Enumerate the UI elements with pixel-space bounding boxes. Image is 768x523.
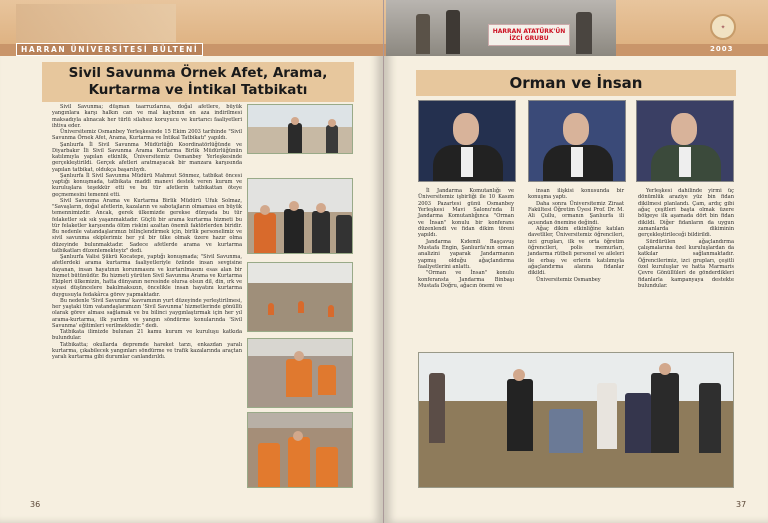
paragraph: Şanlıurfa Valisi Şükrü Kocatepe, yaptığı konuşmada; "Sivil Savunma, afetlerdeki arama kurtarma faaliyetleriyle özünde insan sevgisine dayanan, insan hayatının korunmasını ve kurtarılmasını esas alan bir hizmet bütünüdür. Bu hizmeti yürüten Sivil Savunma Arama ve Kurtarma Ekipleri ülkemizin, hatta dünyanın neresinde olursa olsun dil, din, ırk ve siyasi düşüncelere bakılmaksızın, öncelikle insan hayatını kurtarma duygusuyla fedakârca görev yapmaktadır. bbox=[52, 254, 242, 298]
paragraph: İl Jandarma Komutanlığı ve Üniversitemiz işbirliği ile 10 Kasım 2003 Pazartesi günü Osmanbey Yerleşkesi Mavi Salonu'nda İl Jandarma Komutanlığınca "Orman ve İnsan" konulu bir konferans düzenlendi ve fidan dikim töreni yapıldı. bbox=[418, 188, 514, 239]
paragraph: "Orman ve İnsan" konulu konferansta Jandarma Binbaşı Mustafa Doğru, ağacın önemi ve bbox=[418, 270, 514, 290]
university-logo-icon: ✦ bbox=[710, 14, 736, 40]
photo-officials bbox=[247, 178, 353, 254]
left-article-body bbox=[52, 104, 242, 360]
left-article-title bbox=[42, 62, 354, 102]
portrait-speaker-2 bbox=[528, 100, 626, 182]
portrait-speaker-3 bbox=[636, 100, 734, 182]
paragraph: Üniversitemiz Osmanbey Yerleşkesinde 15 Ekim 2003 tarihinde "Sivil Savunma Örnek Afet, Arama, Kurtarma ve İntikal Tatbikatı" yapıldı. bbox=[52, 129, 242, 142]
paragraph: Daha sonra Üniversitemiz Ziraat Fakültesi Öğretim Üyesi Prof. Dr. M. Ali Çullu, ormanın Şanlıurfa ili açısından önemine değindi. bbox=[528, 200, 624, 226]
photo-rescue bbox=[247, 338, 353, 408]
right-column-2 bbox=[528, 188, 624, 283]
paragraph: Şanlıurfa İl Sivil Savunma Müdürlüğü Koordinatörlüğünde ve Diyarbakır İli Sivil Savunma Arama Kurtarma Birlik Müdürlüğünün katılımıyla yapılan etkinlik, Üniversitemiz Osmanbey Yerleşkesinde gerçekleştirildi. Gerçek afetleri aratmayacak bir manzara karşısında yapılan tatbikat, oldukça başarılıydı. bbox=[52, 141, 242, 173]
photo-tree-planting bbox=[418, 352, 734, 488]
photo-team bbox=[247, 412, 353, 488]
paragraph: Şanlıurfa İl Sivil Savunma Müdürü Mahmut Sönmez, tatbikat öncesi yaptığı konuşmada, tatbikata maddi manevi destek veren kurum ve kuruluşlara teşekkür etti ve bu tür afetlerin tatbikattan öteye geçmemesini temenni etti. bbox=[52, 172, 242, 198]
scout-banner bbox=[488, 24, 570, 46]
right-article-title-text: Orman ve İnsan bbox=[509, 74, 643, 92]
paragraph: Üniversitemiz Osmanbey bbox=[536, 276, 601, 283]
paragraph: Sürdürülen ağaçlandırma çalışmalarına özel kuruluşlardan da katkılar sağlanmaktadır. Öğrencilerimiz, izci grupları, çeşitli özel kuruluşlar ve hatta Marmaris Çevre Gönüllüleri de gönderdikleri fidanlarla kampanyaya destekte bulundular. bbox=[638, 238, 734, 290]
banner-line-1: HARRAN ATATÜRK'ÜN bbox=[492, 28, 566, 35]
photo-speakers bbox=[247, 104, 353, 154]
paragraph: Jandarma Kıdemli Başçavuş Mustafa Engin, Şanlıurfa'nın orman analizini yaparak Jandarmanın yapmış olduğu ağaçlandırma faaliyetlerini anlattı. bbox=[418, 238, 514, 271]
portrait-speaker-1 bbox=[418, 100, 516, 182]
banner-line-2: İZCİ GRUBU bbox=[509, 35, 549, 42]
left-article-title-text: Sivil Savunma Örnek Afet, Arama, Kurtarma ve İntikal Tatbikatı bbox=[68, 65, 328, 98]
header-photo-left bbox=[16, 4, 176, 42]
issue-year: 2003 bbox=[710, 45, 734, 53]
right-column-3 bbox=[638, 188, 734, 290]
page-number-right: 37 bbox=[736, 500, 747, 509]
paragraph: Tatbikatta; okullarda depremde hareket tarzı, enkazdan yaralı kurtarma, çıkabilecek yangınları söndürme ve trafik kazalarında araçtan yaralı kurtarma gibi durumlar canlandırıldı. bbox=[52, 341, 242, 360]
photo-rubble bbox=[247, 262, 353, 332]
bulletin-title: HARRAN ÜNİVERSİTESİ BÜLTENİ bbox=[16, 43, 203, 56]
right-column-1 bbox=[418, 188, 514, 290]
paragraph: Sivil Savunma; düşman taarruzlarına, doğal afetlere, büyük yangınlara karşı halkın can ve mal kaybının en aza indirilmesi maksadıyla alınacak her türlü silahsız koruyucu ve kurtarıcı faaliyetleri ihtiva eder. bbox=[52, 104, 242, 129]
paragraph: Sivil Savunma Arama ve Kurtarma Birlik Müdürü Ufuk Solmaz, "Savaşların, doğal afetlerin, kazaların ve sabotajların olmaması en büyük temennimizdir. Ancak, gerek ülkemizde gerekse dünyada bu tür felaketler sık sık yaşanmaktadır. Güçlü bir arama kurtarma hizmeti bu tür felaketler karşısında ölüm riskini azaltan önemli faktörlerden biridir. Bu nedenle vatandaşlarımızı bilinçlendirmek için, birlik personelimiz ve sivil savunma ekiplerimiz her yıl bir ülke olmak üzere hazır olma düzeyinde bulunmaktadır. Sadece afetlerde arama ve kurtarma tatbikatları düzenlemekteyiz" dedi. bbox=[52, 197, 242, 254]
paragraph: Yerleşkesi dahilinde yirmi üç dönümlük araziye yüz bin fidan dikilmesi planlandı. Çam, ardıç gibi ağaç çeşitleri başta olmak üzere bölgeye ilk aşamada dört bin fidan dikildi. Diğer fidanların da uygun zamanlarda dikiminin gerçekleştirileceği bildirildi. bbox=[638, 188, 734, 239]
page-number-left: 36 bbox=[30, 500, 41, 509]
right-article-title bbox=[416, 70, 736, 96]
paragraph: insan ilişkisi konusunda bir konuşma yaptı. bbox=[528, 188, 624, 201]
paragraph: Tatbikata ilimizde bulunan 21 kamu kurum ve kuruluşu katkıda bulundular. bbox=[52, 329, 242, 342]
paragraph: Bu nedenle 'Sivil Savunma' kavramının yurt düzeyinde yerleştirilmesi, her yaştaki tüm vatandaşlarımızın 'Sivil Savunma' hizmetlerinde gönüllü olarak görev alması sağlamak ve bu bilinci yaygınlaştırmak için her yıl arama-kurtarma, ilk yardım ve yangın söndürme konularında 'Sivil Savunma' eğitimleri verilmektedir." dedi. bbox=[52, 297, 242, 329]
paragraph: Ağaç dikim etkinliğine katılan davetliler, Üniversitemiz öğrencileri, izci grupları, ilk ve orta öğretim öğrencileri, polis memurları, jandarma rütbeli personel ve aileleri ile erbaş ve erlerin katılımıyla ağaçlandırma alanına fidanlar dikildi. bbox=[528, 226, 624, 277]
